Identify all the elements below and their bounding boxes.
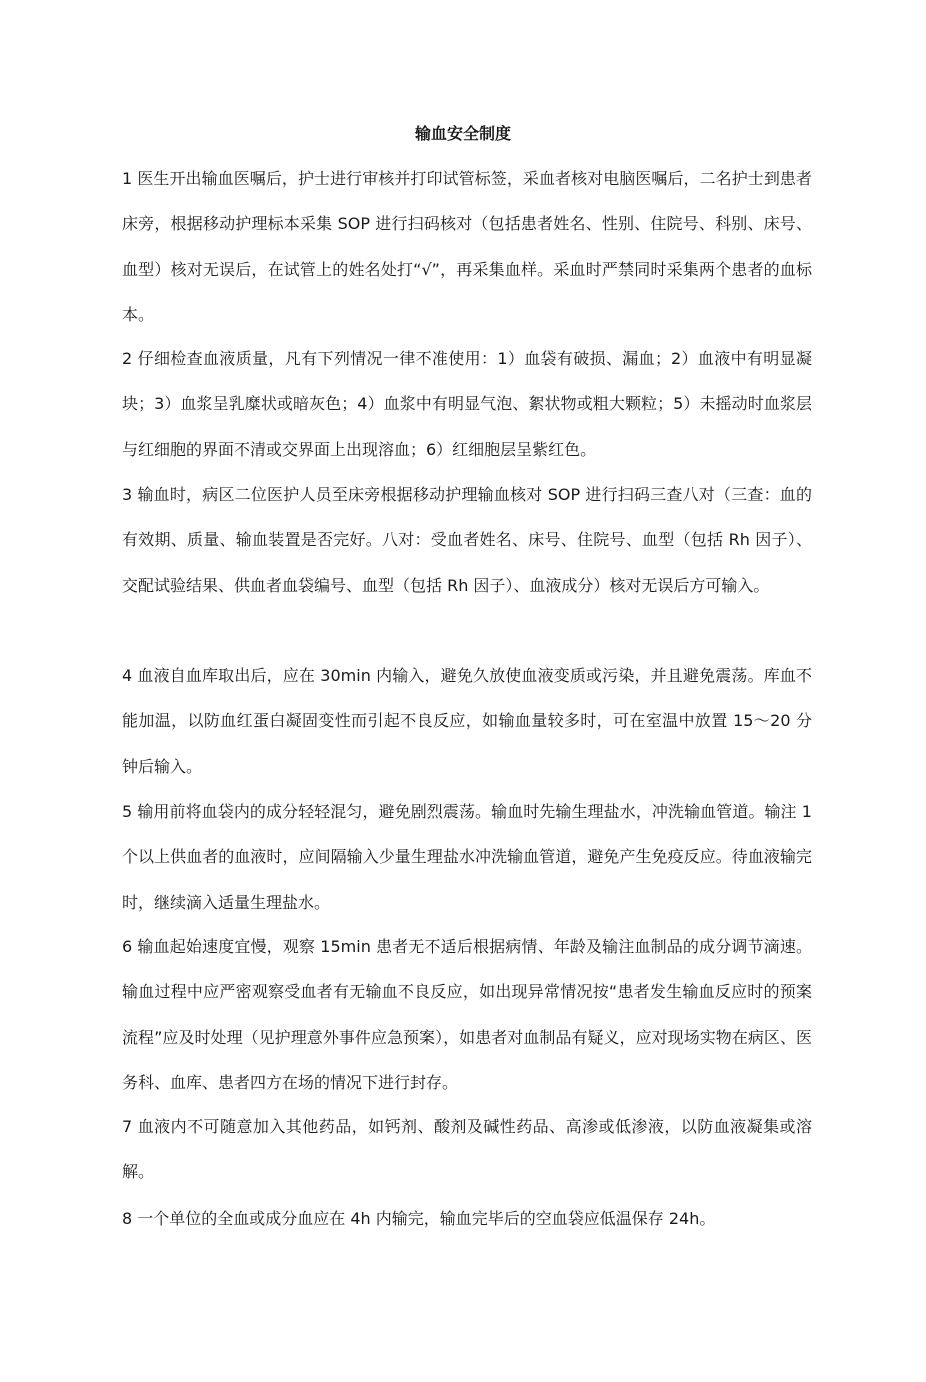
paragraph-7: 7 血液内不可随意加入其他药品，如钙剂、酸剂及碱性药品、高渗或低渗液，以防血液凝集或溶解。 bbox=[122, 1117, 812, 1182]
paragraph-8: 8 一个单位的全血或成分血应在 4h 内输完，输血完毕后的空血袋应低温保存 24h。 bbox=[122, 1209, 716, 1228]
paragraph-2: 2 仔细检查血液质量，凡有下列情况一律不准使用：1）血袋有破损、漏血；2）血液中有明显凝块；3）血浆呈乳糜状或暗灰色；4）血浆中有明显气泡、絮状物或粗大颗粒；5）未摇动时血浆层与红细胞的界面不清或交界面上出现溶血；6）红细胞层呈紫红色。 bbox=[122, 349, 812, 459]
paragraph-3: 3 输血时，病区二位医护人员至床旁根据移动护理输血核对 SOP 进行扫码三查八对（三查：血的有效期、质量、输血装置是否完好。八对：受血者姓名、床号、住院号、血型（包括 Rh 因子）、交配试验结果、供血者血袋编号、血型（包括 Rh 因子）、血液成分）核对无误后方可输入。 bbox=[122, 485, 812, 595]
paragraph-6: 6 输血起始速度宜慢，观察 15min 患者无不适后根据病情、年龄及输注血制品的成分调节滴速。输血过程中应严密观察受血者有无输血不良反应，如出现异常情况按“患者发生输血反应时的预案流程”应及时处理（见护理意外事件应急预案），如患者对血制品有疑义，应对现场实物在病区、医务科、血库、患者四方在场的情况下进行封存。 bbox=[122, 937, 812, 1092]
paragraph-4: 4 血液自血库取出后，应在 30min 内输入，避免久放使血液变质或污染，并且避免震荡。库血不能加温，以防血红蛋白凝固变性而引起不良反应，如输血量较多时，可在室温中放置 15～20 分钟后输入。 bbox=[122, 666, 812, 776]
paragraph-5: 5 输用前将血袋内的成分轻轻混匀，避免剧烈震荡。输血时先输生理盐水，冲洗输血管道。输注 1 个以上供血者的血液时，应间隔输入少量生理盐水冲洗输血管道，避免产生免疫反应。待血液输完时，继续滴入适量生理盐水。 bbox=[122, 802, 812, 912]
paragraph-1: 1 医生开出输血医嘱后，护士进行审核并打印试管标签，采血者核对电脑医嘱后，二名护士到患者床旁，根据移动护理标本采集 SOP 进行扫码核对（包括患者姓名、性别、住院号、科别、床号、血型）核对无误后，在试管上的姓名处打“√”，再采集血样。采血时严禁同时采集两个患者的血标本。 bbox=[122, 169, 812, 324]
document-title: 输血安全制度 bbox=[414, 124, 511, 143]
